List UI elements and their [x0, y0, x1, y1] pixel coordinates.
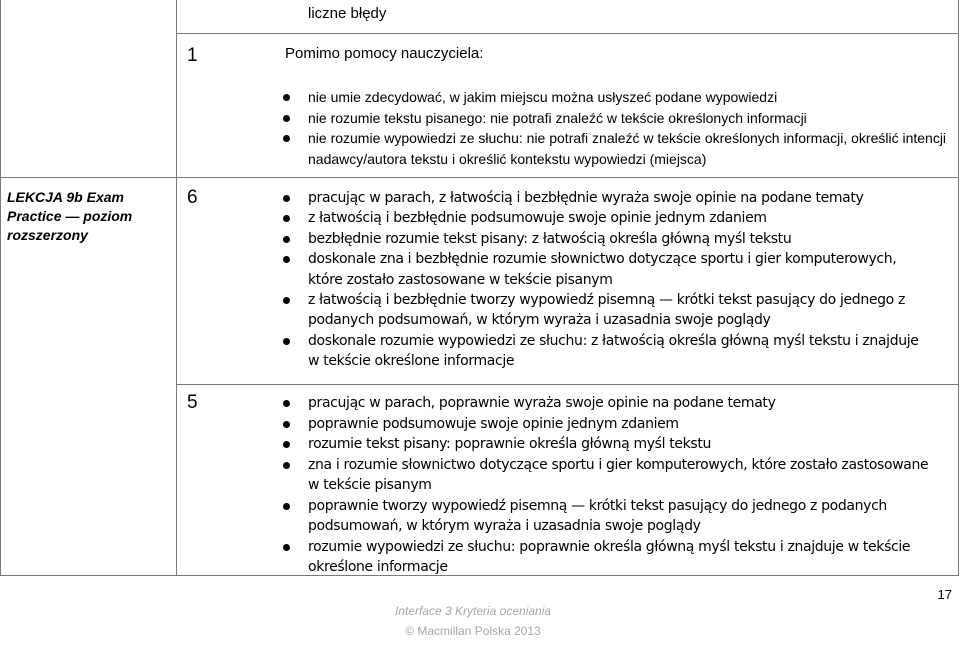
- table-row-divider: [176, 384, 959, 385]
- list-item: doskonale rozumie wypowiedzi ze słuchu: z łatwością określa główną myśl tekstu i znajduje w tekście określone informacje: [281, 331, 931, 372]
- list-item: rozumie tekst pisany: poprawnie określa główną myśl tekstu: [281, 434, 931, 455]
- list-item: bezbłędnie rozumie tekst pisany: z łatwością określa główną myśl tekstu: [281, 229, 931, 249]
- list-item: nie rozumie tekstu pisanego: nie potrafi znaleźć w tekście określonych informacji: [281, 108, 951, 129]
- grade-score-6: 6: [187, 187, 198, 208]
- grade-1-intro: Pomimo pomocy nauczyciela:: [285, 45, 484, 62]
- list-item: zna i rozumie słownictwo dotyczące sportu i gier komputerowych, które zostało zastosowane w tekście pisanym: [281, 455, 931, 496]
- list-item: pracując w parach, z łatwością i bezbłędnie wyraża swoje opinie na podane tematy: [281, 188, 931, 208]
- list-item: poprawnie podsumowuje swoje opinie jednym zdaniem: [281, 414, 931, 435]
- table-border-right: [958, 0, 959, 576]
- footer-copyright-text: © Macmillan Polska 2013: [405, 624, 541, 638]
- table-column-divider: [176, 0, 177, 576]
- table-row-divider: [0, 177, 959, 178]
- list-item: doskonale zna i bezbłędnie rozumie słownictwo dotyczące sportu i gier komputerowych, które zostało zastosowane w tekście pisanym: [281, 249, 931, 290]
- list-item: z łatwością i bezbłędnie podsumowuje swoje opinie jednym zdaniem: [281, 208, 931, 228]
- grade-score-1: 1: [187, 45, 198, 66]
- list-item: z łatwością i bezbłędnie tworzy wypowiedź pisemną — krótki tekst pasujący do jednego z podanych podsumowań, w którym wyraża i uzasadnia swoje poglądy: [281, 290, 931, 331]
- table-row-divider: [176, 33, 959, 34]
- grade-5-criteria-list: [281, 393, 931, 578]
- list-item: pracując w parach, poprawnie wyraża swoje opinie na podane tematy: [281, 393, 931, 414]
- grade-1-criteria-list: [281, 87, 951, 169]
- footer-title-text: Interface 3 Kryteria oceniania: [394, 604, 552, 618]
- page-number: 17: [937, 587, 952, 602]
- list-item: rozumie wypowiedzi ze słuchu: poprawnie określa główną myśl tekstu i znajduje w tekście określone informacje: [281, 537, 931, 578]
- list-item: poprawnie tworzy wypowiedź pisemną — krótki tekst pasujący do jednego z podanych podsumowań, w którym wyraża i uzasadnia swoje poglądy: [281, 496, 931, 537]
- footer-title: [0, 604, 960, 618]
- table-border-left: [0, 0, 1, 576]
- grade-6-criteria-list: [281, 188, 931, 372]
- list-item: nie rozumie wypowiedzi ze słuchu: nie potrafi znaleźć w tekście określonych informacji, określić intencji nadawcy/autora tekstu i określić kontekstu wypowiedzi (miejsca): [281, 128, 951, 169]
- grade-score-5: 5: [187, 392, 198, 413]
- list-item: nie umie zdecydować, w jakim miejscu można usłyszeć podane wypowiedzi: [281, 87, 951, 108]
- lesson-label: LEKCJA 9b Exam Practice — poziom rozszerzony: [7, 189, 133, 243]
- footer-copyright: [0, 624, 960, 638]
- row-text-top: liczne błędy: [308, 5, 387, 22]
